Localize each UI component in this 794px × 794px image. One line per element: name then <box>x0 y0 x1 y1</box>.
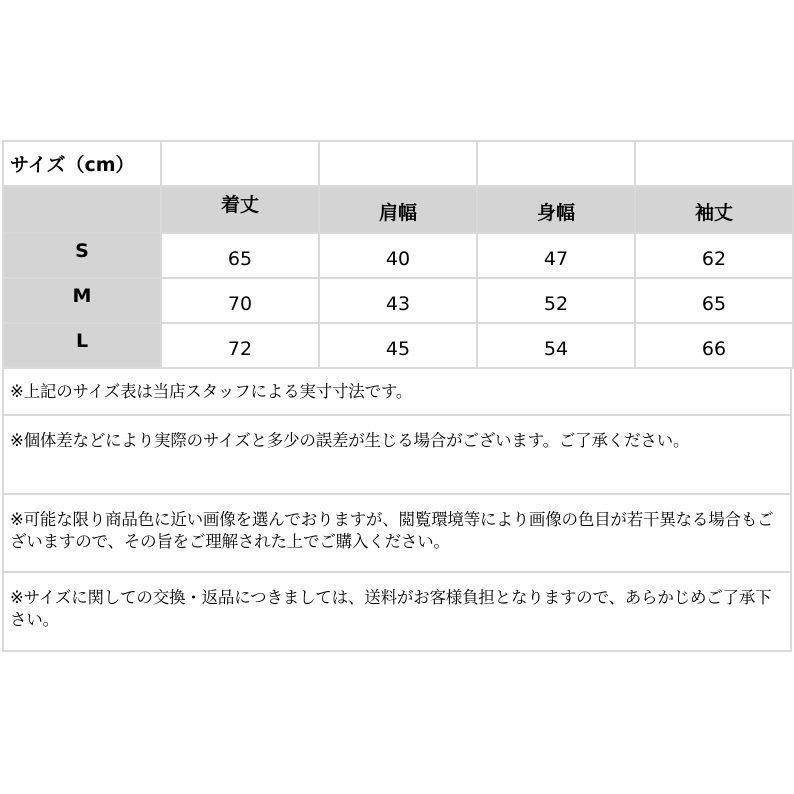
table-cell <box>477 278 635 323</box>
size-chart <box>2 140 792 652</box>
column-header-label: 袖丈 <box>694 202 733 224</box>
empty-cell <box>319 141 477 186</box>
empty-cell <box>477 141 635 186</box>
cell-value: 66 <box>701 337 727 360</box>
size-label-text: S <box>75 239 89 262</box>
column-header-shoulder <box>319 186 477 233</box>
table-row <box>3 233 793 278</box>
size-label-text: M <box>72 284 92 307</box>
size-label-s <box>3 233 161 278</box>
table-cell <box>161 233 319 278</box>
size-label-l <box>3 323 161 368</box>
size-table <box>2 140 794 369</box>
table-cell <box>319 233 477 278</box>
table-cell <box>477 323 635 368</box>
empty-cell <box>161 141 319 186</box>
cell-value: 72 <box>227 337 253 360</box>
note-returns: ※サイズに関しての交換・返品につきましては、送料がお客様負担となりますので、あらかじめご了承下さい。 <box>4 573 790 652</box>
table-cell <box>635 233 793 278</box>
column-header-sleeve <box>635 186 793 233</box>
cell-value: 54 <box>543 337 569 360</box>
note-measurement: ※上記のサイズ表は当店スタッフによる実寸寸法です。 <box>4 369 790 416</box>
empty-cell <box>635 141 793 186</box>
table-cell <box>635 323 793 368</box>
table-cell <box>477 233 635 278</box>
cell-value: 65 <box>227 247 253 270</box>
table-cell <box>319 278 477 323</box>
corner-cell <box>3 186 161 233</box>
table-cell <box>635 278 793 323</box>
cell-value: 65 <box>701 292 727 315</box>
note-color: ※可能な限り商品色に近い画像を選んでおりますが、閲覧環境等により画像の色目が若干異なる場合もございますので、その旨をご理解された上でご購入ください。 <box>4 495 790 573</box>
column-header-width <box>477 186 635 233</box>
column-header-label: 肩幅 <box>378 202 417 224</box>
table-cell <box>319 323 477 368</box>
notes-section <box>2 369 792 652</box>
note-variance: ※個体差などにより実際のサイズと多少の誤差が生じる場合がございます。ご了承ください。 <box>4 416 790 495</box>
cell-value: 47 <box>543 247 569 270</box>
table-cell <box>161 278 319 323</box>
header-row <box>3 186 793 233</box>
cell-value: 70 <box>227 292 253 315</box>
chart-title: サイズ（cm） <box>3 141 161 186</box>
size-label-text: L <box>75 329 89 352</box>
cell-value: 40 <box>385 247 411 270</box>
cell-value: 43 <box>385 292 411 315</box>
column-header-label: 身幅 <box>536 202 575 224</box>
cell-value: 52 <box>543 292 569 315</box>
cell-value: 45 <box>385 337 411 360</box>
table-cell <box>161 323 319 368</box>
size-label-m <box>3 278 161 323</box>
column-header-label: 着丈 <box>220 194 259 216</box>
cell-value: 62 <box>701 247 727 270</box>
table-row <box>3 278 793 323</box>
table-row <box>3 323 793 368</box>
column-header-length <box>161 186 319 233</box>
title-row <box>3 141 793 186</box>
